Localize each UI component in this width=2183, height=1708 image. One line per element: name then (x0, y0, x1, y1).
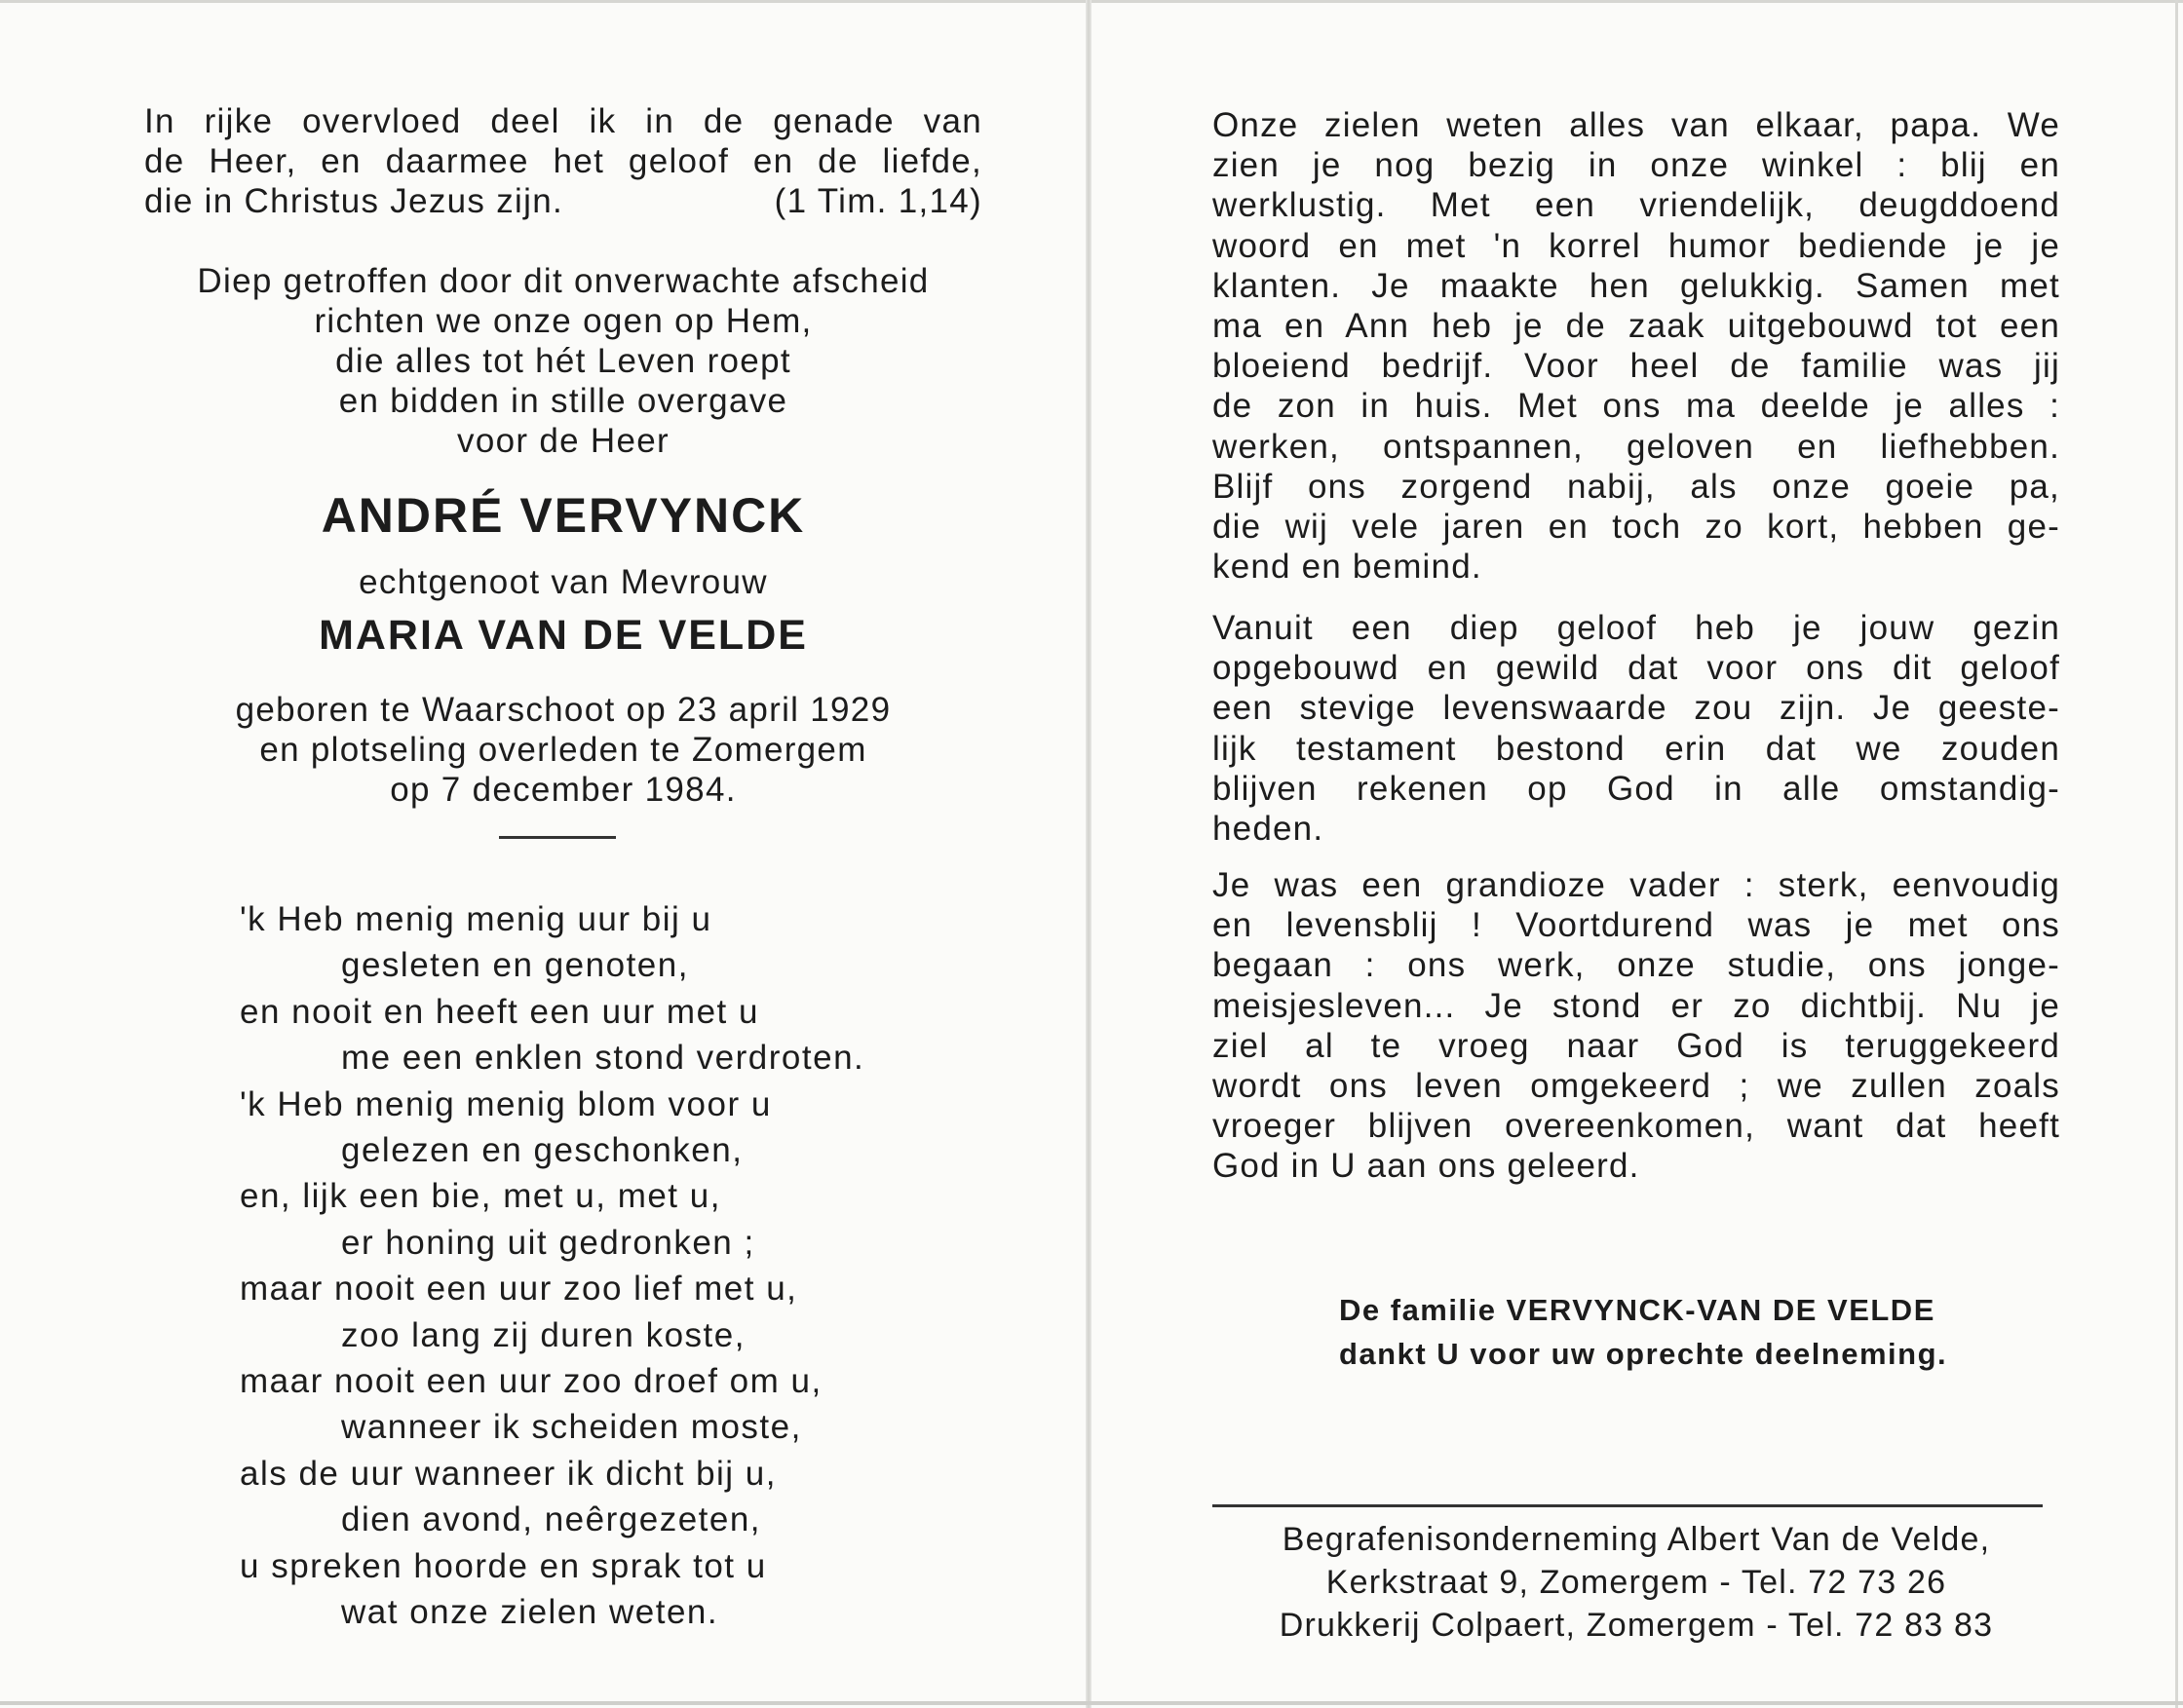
footer-line: Begrafenisonderneming Albert Van de Velde, (1282, 1521, 1991, 1558)
footer-divider (1212, 1504, 2043, 1507)
intro-line: en bidden in stille overgave (338, 382, 788, 420)
paragraph-line: klanten. Je maakte hen gelukkig. Samen met (1212, 266, 2060, 305)
bible-verse (144, 101, 982, 221)
paragraph-line: werklustig. Met een vriendelijk, deugddoend (1212, 186, 2060, 225)
paragraph-line: meisjesleven... Je stond er zo dichtbij. Nu je (1212, 986, 2060, 1025)
thanks-line: dankt U voor uw oprechte deelneming. (1339, 1337, 1948, 1371)
paragraph-line: vroeger blijven overeenkomen, want dat heeft (1212, 1107, 2060, 1146)
paragraph-line: ma en Ann heb je de zaak uitgebouwd tot een (1212, 307, 2060, 346)
card-right-edge (2175, 0, 2178, 1708)
intro-text (144, 261, 982, 461)
paragraph-line: Vanuit een diep geloof heb je jouw gezin (1212, 609, 2060, 647)
paragraph-line: Onze zielen weten alles van elkaar, papa. We (1212, 106, 2060, 144)
poem (240, 896, 980, 1636)
card-bottom-edge (0, 1701, 2183, 1705)
card-top-edge (0, 0, 2183, 3)
verse-last-row (144, 181, 982, 221)
birth-death-dates (144, 690, 982, 810)
verse-line: de Heer, en daarmee het geloof en de liefde, (144, 142, 982, 180)
poem-line: wat onze zielen weten. (341, 1593, 719, 1632)
dates-line: en plotseling overleden te Zomergem (259, 731, 867, 769)
spouse-name: MARIA VAN DE VELDE (319, 612, 808, 659)
paragraph-line: bloeiend bedrijf. Voor heel de familie was jij (1212, 347, 2060, 386)
footer-line: Kerkstraat 9, Zomergem - Tel. 72 73 26 (1325, 1564, 1947, 1601)
printer-footer (1212, 1518, 2060, 1647)
tribute-paragraph-2 (1212, 608, 2060, 849)
intro-line: die alles tot hét Leven roept (335, 342, 791, 380)
poem-line: maar nooit een uur zoo lief met u, (240, 1270, 798, 1309)
paragraph-line: een stevige levenswaarde zou zijn. Je geeste- (1212, 689, 2060, 728)
verse-line: die in Christus Jezus zijn. (144, 182, 563, 220)
poem-line: maar nooit een uur zoo droef om u, (240, 1362, 823, 1401)
poem-line: gesleten en genoten, (341, 946, 689, 985)
paragraph-line: ziel al te vroeg naar God is teruggekeerd (1212, 1026, 2060, 1065)
thanks-line: De familie VERVYNCK-VAN DE VELDE (1339, 1293, 1935, 1327)
poem-line: gelezen en geschonken, (341, 1131, 744, 1170)
poem-line: er honing uit gedronken ; (341, 1223, 755, 1262)
spouse-label: echtgenoot van Mevrouw (359, 563, 768, 601)
poem-line: me een enklen stond verdroten. (341, 1039, 865, 1078)
paragraph-line: zien je nog bezig in onze winkel : blij en (1212, 146, 2060, 185)
paragraph-line: die wij vele jaren en toch zo kort, hebben ge- (1212, 508, 2060, 547)
paragraph-line: blijven rekenen op God in alle omstandig- (1212, 769, 2060, 808)
paragraph-line: Je was een grandioze vader : sterk, eenvoudig (1212, 866, 2060, 904)
paragraph-line: opgebouwd en gewild dat voor ons dit geloof (1212, 649, 2060, 688)
paragraph-line: de zon in huis. Met ons ma deelde je alles : (1212, 387, 2060, 426)
paragraph-line: heden. (1212, 810, 1324, 849)
poem-line: dien avond, neêrgezeten, (341, 1500, 762, 1539)
poem-line: zoo lang zij duren koste, (341, 1315, 746, 1354)
poem-line: als de uur wanneer ik dicht bij u, (240, 1454, 777, 1493)
paragraph-line: begaan : ons werk, onze studie, ons jonge- (1212, 946, 2060, 985)
deceased-name: ANDRÉ VERVYNCK (321, 488, 806, 543)
family-thanks (1339, 1288, 2060, 1376)
footer-line: Drukkerij Colpaert, Zomergem - Tel. 72 83 83 (1279, 1607, 1994, 1644)
poem-line: en nooit en heeft een uur met u (240, 992, 759, 1031)
tribute-paragraph-3 (1212, 865, 2060, 1187)
intro-line: Diep getroffen door dit onverwachte afscheid (197, 262, 930, 300)
paragraph-line: werken, ontspannen, geloven en liefhebben. (1212, 427, 2060, 466)
intro-line: voor de Heer (457, 422, 670, 460)
poem-line: wanneer ik scheiden moste, (341, 1408, 802, 1447)
card-fold (1086, 0, 1092, 1708)
verse-reference: (1 Tim. 1,14) (774, 182, 982, 220)
paragraph-line: en levensblij ! Voortdurend was je met ons (1212, 906, 2060, 945)
verse-line: In rijke overvloed deel ik in de genade van (144, 102, 982, 140)
tribute-paragraph-1 (1212, 105, 2060, 587)
poem-line: en, lijk een bie, met u, met u, (240, 1177, 721, 1216)
poem-line: u spreken hoorde en sprak tot u (240, 1546, 767, 1585)
poem-line: 'k Heb menig menig blom voor u (240, 1084, 772, 1123)
dates-line: op 7 december 1984. (390, 771, 737, 809)
paragraph-line: God in U aan ons geleerd. (1212, 1147, 1640, 1186)
paragraph-line: wordt ons leven omgekeerd ; we zullen zoals (1212, 1067, 2060, 1106)
intro-line: richten we onze ogen op Hem, (314, 302, 813, 340)
paragraph-line: lijk testament bestond erin dat we zouden (1212, 729, 2060, 768)
paragraph-line: Blijf ons zorgend nabij, als onze goeie pa, (1212, 467, 2060, 506)
dates-line: geboren te Waarschoot op 23 april 1929 (235, 691, 892, 729)
poem-line: 'k Heb menig menig uur bij u (240, 900, 712, 938)
paragraph-line: woord en met 'n korrel humor bediende je je (1212, 226, 2060, 265)
paragraph-line: kend en bemind. (1212, 548, 1482, 587)
section-divider (499, 836, 616, 839)
